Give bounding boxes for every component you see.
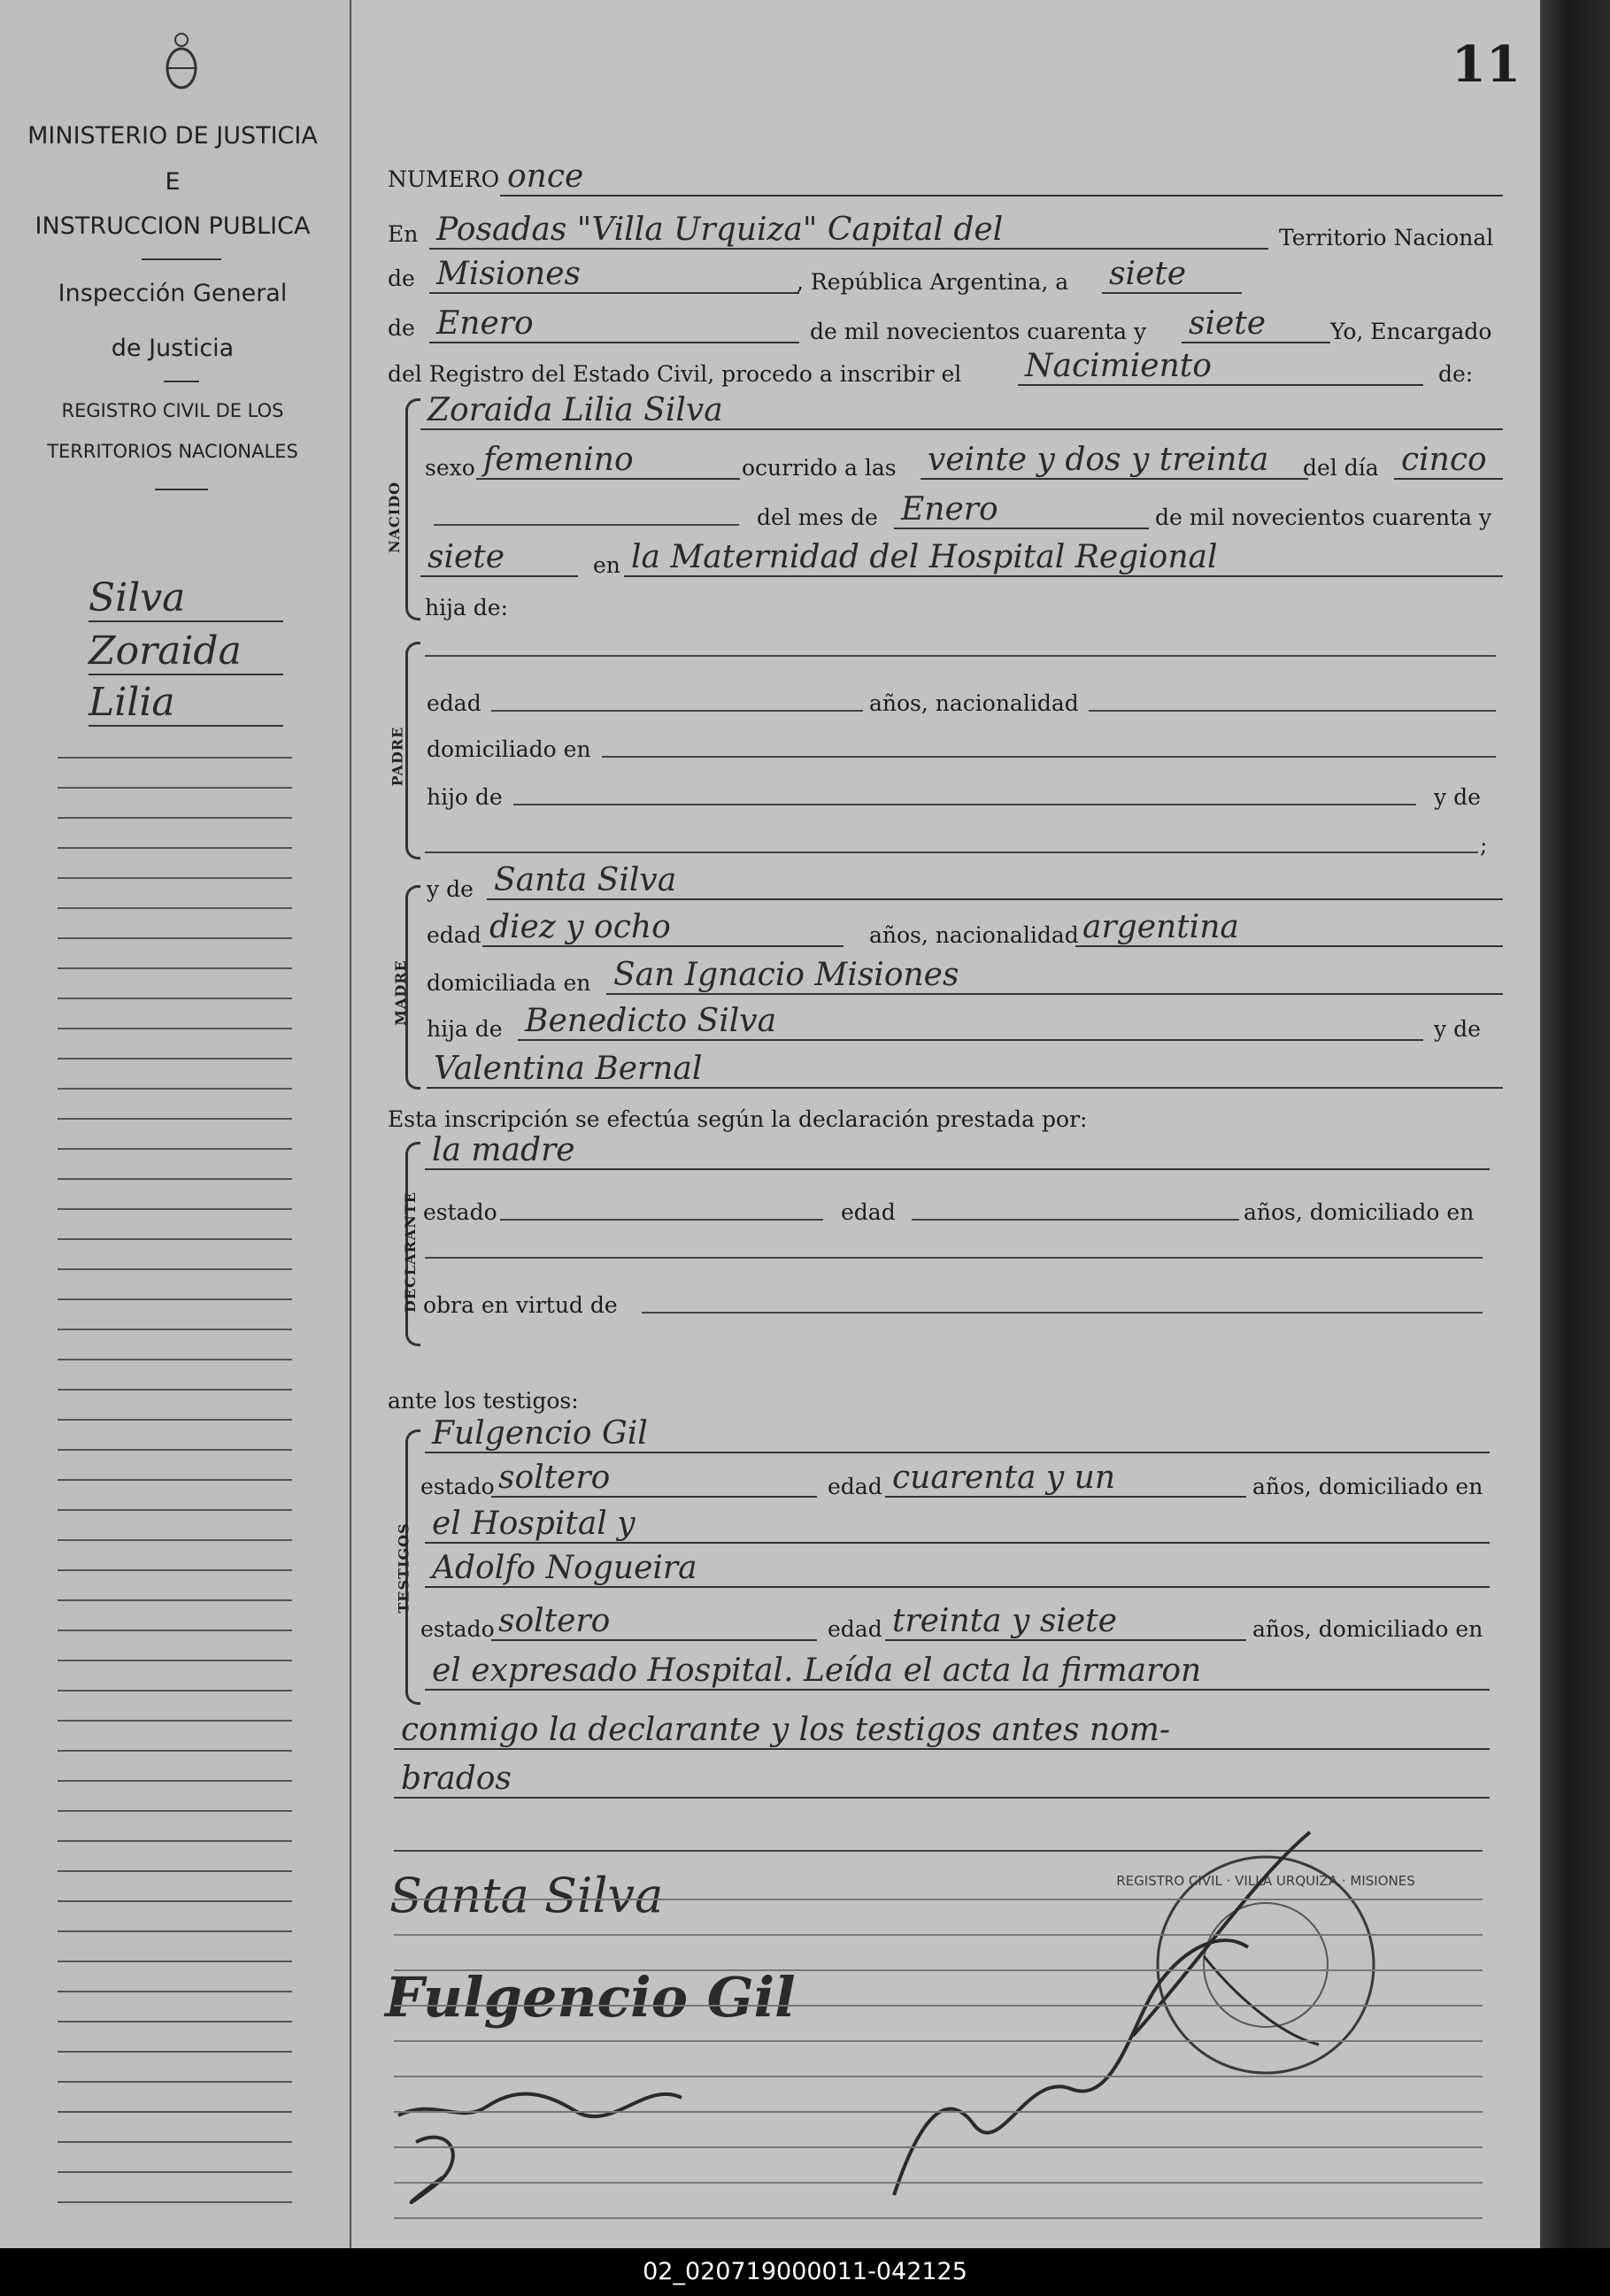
yo-label: Yo, Encargado	[1330, 319, 1492, 344]
margin-rule	[58, 2081, 292, 2083]
inspection-line1: Inspección General	[58, 280, 288, 307]
margin-rule	[58, 1329, 292, 1330]
ante-label: ante los testigos:	[388, 1388, 579, 1414]
ministry-line3: INSTRUCCION PUBLICA	[35, 212, 311, 240]
margin-rule	[58, 1268, 292, 1270]
madre-side-label: MADRE	[391, 959, 409, 1026]
margin-rule	[58, 1750, 292, 1752]
margin-rule	[58, 1991, 292, 1992]
lugar-nac-value: la Maternidad del Hospital Regional	[624, 540, 1503, 577]
dia-value: siete	[1102, 257, 1242, 294]
page-number: 11	[1452, 35, 1521, 94]
y-de3-label: y de	[1434, 1016, 1481, 1042]
padre-bracket	[405, 642, 420, 859]
testigos-side-label: TESTIGOS	[395, 1522, 412, 1614]
mes-value: Enero	[429, 306, 799, 343]
margin-rule	[58, 787, 292, 789]
blank-line	[912, 1219, 1239, 1221]
body-rule	[394, 2217, 1483, 2219]
margin-rule	[58, 1479, 292, 1481]
domicilio-t1-value: el Hospital y	[425, 1506, 1490, 1544]
body-rule	[394, 2111, 1483, 2113]
margin-rule	[58, 1208, 292, 1210]
anio-value: siete	[1182, 306, 1330, 343]
margin-rule	[58, 1840, 292, 1842]
margin-rule	[58, 967, 292, 969]
hija-de-label: hija de:	[425, 595, 508, 620]
domicilio-madre-value: San Ignacio Misiones	[606, 958, 1503, 995]
margin-rule	[58, 1058, 292, 1059]
mil1-label: de mil novecientos cuarenta y	[810, 319, 1147, 344]
signature-encargado	[867, 1823, 1345, 2222]
hija-de2-label: hija de	[427, 1016, 503, 1042]
domiciliado-label: domiciliado en	[427, 736, 591, 762]
del-mes-label: del mes de	[757, 505, 878, 530]
body-rule	[394, 2182, 1483, 2184]
margin-rule	[58, 1389, 292, 1391]
body-rule	[394, 2005, 1483, 2007]
margin-rule	[58, 1148, 292, 1150]
blank-line	[500, 1219, 823, 1221]
margin-rule	[58, 757, 292, 759]
margin-rule	[58, 1870, 292, 1872]
divider	[164, 381, 199, 382]
ocurrido-label: ocurrido a las	[742, 455, 897, 481]
divider	[142, 258, 221, 260]
nombre-value: Zoraida Lilia Silva	[420, 393, 1503, 430]
signature-testigo1: Fulgencio Gil	[385, 1965, 796, 2030]
margin-rule	[58, 2051, 292, 2053]
left-margin	[0, 0, 351, 2248]
ministry-line1: MINISTERIO DE JUSTICIA	[27, 122, 318, 150]
blank-line	[434, 524, 739, 526]
margin-rule	[58, 1569, 292, 1571]
body-rule	[394, 2076, 1483, 2077]
margin-rule	[58, 2201, 292, 2203]
margin-rule	[58, 1238, 292, 1240]
en2-label: en	[593, 552, 620, 578]
numero-value: once	[500, 159, 1503, 196]
padre-side-label: PADRE	[389, 726, 406, 787]
blank-line	[425, 655, 1496, 657]
anos-nac2-label: años, nacionalidad	[869, 922, 1079, 948]
margin-rule	[58, 1118, 292, 1120]
edad-t1-value: cuarenta y un	[885, 1460, 1246, 1498]
edad2-label: edad	[427, 922, 481, 948]
declaracion-label: Esta inscripción se efectúa según la declaración prestada por:	[388, 1106, 1088, 1132]
edad-label: edad	[427, 690, 481, 716]
margin-rule	[58, 1449, 292, 1451]
sexo-label: sexo	[425, 455, 475, 481]
lugar-value: Posadas "Villa Urquiza" Capital del	[429, 212, 1268, 250]
edad5-label: edad	[828, 1616, 882, 1642]
nacido-side-label: NACIDO	[386, 481, 404, 554]
divider	[155, 489, 208, 490]
registro-label: del Registro del Estado Civil, procedo a inscribir el	[388, 361, 962, 387]
anio-nac-value: siete	[420, 540, 578, 577]
margin-middlename: Lilia	[89, 680, 283, 727]
margin-rule	[58, 1088, 292, 1090]
inspection-line2: de Justicia	[111, 335, 235, 362]
margin-rule	[58, 1419, 292, 1421]
testigo2-value: Adolfo Nogueira	[425, 1551, 1490, 1588]
madre-value: Santa Silva	[487, 863, 1503, 900]
margin-rule	[58, 1900, 292, 1902]
signature-madre: Santa Silva	[389, 1868, 664, 1923]
blank-line	[425, 851, 1478, 853]
hijo-de-label: hijo de	[427, 784, 503, 810]
blank-line	[1089, 710, 1496, 712]
margin-rule	[58, 817, 292, 819]
margin-rule	[58, 1178, 292, 1180]
margin-rule	[58, 1539, 292, 1541]
de-colon-label: de:	[1438, 361, 1474, 387]
coat-of-arms-icon	[159, 31, 204, 93]
y-de-label: y de	[1434, 784, 1481, 810]
territorio-value: Misiones	[429, 257, 799, 294]
margin-rule	[58, 1028, 292, 1029]
edad3-label: edad	[841, 1199, 896, 1225]
domicilio-t2-value: el expresado Hospital. Leída el acta la firmaron	[425, 1653, 1490, 1691]
numero-label: NUMERO	[388, 166, 500, 192]
estado-label: estado	[423, 1199, 497, 1225]
dia-nac-value: cinco	[1394, 443, 1503, 480]
abuela-value: Valentina Bernal	[427, 1052, 1503, 1089]
margin-rule	[58, 937, 292, 939]
cierre-line2: brados	[394, 1761, 1490, 1799]
margin-rule	[58, 877, 292, 879]
estado-t1-value: soltero	[491, 1460, 817, 1498]
margin-rule	[58, 1359, 292, 1360]
acto-value: Nacimiento	[1018, 349, 1423, 386]
anos-dom-label: años, domiciliado en	[1244, 1199, 1475, 1225]
mes-nac-value: Enero	[894, 492, 1149, 529]
footer-id: 02_020719000011-042125	[0, 2248, 1610, 2296]
body-rule	[394, 1899, 1483, 1900]
margin-rule	[58, 1298, 292, 1300]
de-label: de	[388, 266, 415, 291]
nacido-bracket	[405, 398, 420, 620]
margin-rule	[58, 1509, 292, 1511]
estado3-label: estado	[420, 1616, 495, 1642]
anos-dom2-label: años, domiciliado en	[1252, 1474, 1483, 1499]
edad4-label: edad	[828, 1474, 882, 1499]
mil2-label: de mil novecientos cuarenta y	[1155, 505, 1492, 530]
margin-rule	[58, 1660, 292, 1661]
margin-firstname: Zoraida	[89, 628, 283, 675]
margin-rule	[58, 2171, 292, 2173]
estado2-label: estado	[420, 1474, 495, 1499]
margin-rule	[58, 1599, 292, 1601]
stamp-text: REGISTRO CIVIL · VILLA URQUIZA · MISIONES	[1116, 1873, 1415, 1889]
ministry-line2: E	[165, 168, 181, 196]
margin-rule	[58, 2141, 292, 2143]
margin-surname: Silva	[89, 575, 283, 622]
de2-label: de	[388, 315, 415, 341]
edad-t2-value: treinta y siete	[885, 1604, 1246, 1641]
cierre-line1: conmigo la declarante y los testigos antes nom-	[394, 1713, 1490, 1750]
semicolon: ;	[1480, 832, 1488, 858]
hora-value: veinte y dos y treinta	[921, 443, 1308, 480]
body-rule	[394, 1969, 1483, 1971]
margin-rule	[58, 1690, 292, 1691]
y-de2-label: y de	[427, 876, 474, 902]
blank-line	[642, 1312, 1483, 1314]
testigo1-value: Fulgencio Gil	[425, 1416, 1490, 1453]
declarante-value: la madre	[425, 1133, 1490, 1170]
del-dia-label: del día	[1303, 455, 1379, 481]
margin-rule	[58, 2021, 292, 2022]
domiciliada-label: domiciliada en	[427, 970, 591, 996]
estado-t2-value: soltero	[491, 1604, 817, 1641]
body-rule	[394, 2040, 1483, 2042]
blank-line	[425, 1257, 1483, 1259]
blank-line	[513, 804, 1416, 805]
margin-rule	[58, 907, 292, 909]
margin-rule	[58, 1961, 292, 1962]
obra-label: obra en virtud de	[423, 1292, 618, 1318]
signature-testigo2	[381, 2062, 699, 2213]
nacionalidad-madre-value: argentina	[1075, 910, 1503, 947]
margin-rule	[58, 847, 292, 849]
margin-rule	[58, 1720, 292, 1722]
margin-rule	[58, 1780, 292, 1782]
blank-line	[491, 710, 863, 712]
territorio-label: Territorio Nacional	[1279, 225, 1494, 250]
republica-label: , República Argentina, a	[797, 269, 1069, 295]
body-rule	[394, 1934, 1483, 1936]
registry-line2: TERRITORIOS NACIONALES	[47, 441, 298, 462]
registry-line1: REGISTRO CIVIL DE LOS	[61, 400, 284, 421]
en-label: En	[388, 221, 419, 247]
blank-line	[602, 756, 1496, 758]
declarante-side-label: DECLARANTE	[401, 1191, 419, 1313]
margin-rule	[58, 998, 292, 999]
sexo-value: femenino	[476, 443, 740, 480]
edad-madre-value: diez y ocho	[482, 910, 844, 947]
abuelo-value: Benedicto Silva	[518, 1004, 1423, 1041]
margin-rule	[58, 1930, 292, 1932]
body-rule	[394, 2146, 1483, 2148]
anos-nac-label: años, nacionalidad	[869, 690, 1079, 716]
margin-rule	[58, 1810, 292, 1812]
page-edge	[1540, 0, 1610, 2248]
margin-rule	[58, 1630, 292, 1631]
margin-rule	[58, 2111, 292, 2113]
anos-dom3-label: años, domiciliado en	[1252, 1616, 1483, 1642]
